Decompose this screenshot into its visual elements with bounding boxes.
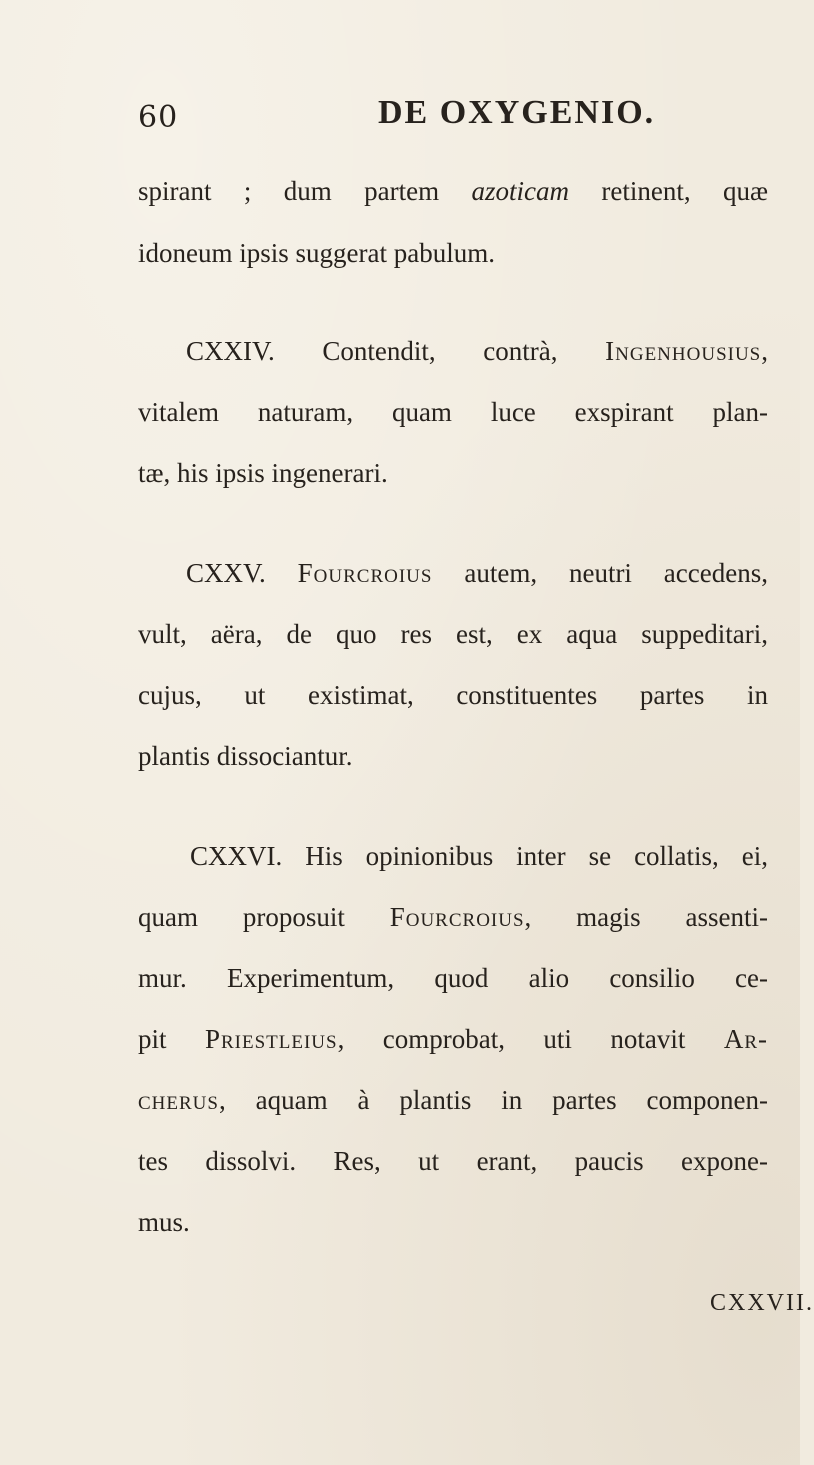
text-run: spirant ; dum partem: [138, 176, 472, 206]
text-run: tæ, his ipsis ingenerari.: [138, 458, 388, 488]
text-line: [138, 739, 768, 773]
text-line: [138, 456, 768, 490]
text-run: tes dissolvi. Res, ut erant, paucis expone-: [138, 1146, 768, 1176]
text-line: [138, 900, 768, 934]
page-number: 60: [138, 100, 179, 135]
text-line: [138, 1022, 768, 1056]
author-name: Ingenhousius: [605, 336, 762, 366]
text-line: [186, 334, 768, 368]
text-run: CXXVI. His opinionibus inter se collatis, ei,: [190, 841, 768, 871]
text-line: [190, 839, 768, 873]
author-name: Ar-: [723, 1024, 768, 1054]
text-run: cujus, ut existimat, constituentes partes in: [138, 680, 768, 710]
text-line: [138, 174, 768, 208]
page-header: [138, 94, 758, 144]
text-run: vult, aëra, de quo res est, ex aqua suppeditari,: [138, 619, 768, 649]
author-name: Fourcroius: [389, 902, 525, 932]
text-line: [138, 1083, 768, 1117]
catchword: CXXVII.: [710, 1290, 814, 1316]
text-run: quam proposuit: [138, 902, 390, 932]
text-run: CXXV.: [186, 558, 298, 588]
text-line: [138, 395, 768, 429]
text-run: mus.: [138, 1207, 190, 1237]
author-name: cherus: [138, 1085, 219, 1115]
text-run: pit: [138, 1024, 205, 1054]
text-run: mur. Experimentum, quod alio consilio ce-: [138, 963, 768, 993]
text-run: CXXIV. Contendit, contrà,: [186, 336, 606, 366]
text-run: idoneum ipsis suggerat pabulum.: [138, 238, 495, 268]
text-run: retinent, quæ: [569, 176, 768, 206]
text-run: , aquam à plantis in partes componen-: [218, 1085, 768, 1115]
text-line: [138, 961, 768, 995]
text-run: autem, neutri accedens,: [432, 558, 768, 588]
text-line: [138, 1144, 768, 1178]
text-run: , magis assenti-: [524, 902, 768, 932]
text-run: vitalem naturam, quam luce exspirant plan-: [138, 397, 768, 427]
text-line: [138, 617, 768, 651]
text-line: [138, 1205, 768, 1239]
text-line: [138, 678, 768, 712]
italic-term: azoticam: [471, 176, 569, 206]
author-name: Priestleius: [204, 1024, 338, 1054]
text-line: [186, 556, 768, 590]
text-run: , comprobat, uti notavit: [337, 1024, 724, 1054]
text-run: plantis dissociantur.: [138, 741, 353, 771]
text-run: ,: [761, 336, 768, 366]
running-title: DE OXYGENIO.: [378, 94, 656, 131]
author-name: Fourcroius: [297, 558, 433, 588]
text-line: [138, 236, 768, 270]
